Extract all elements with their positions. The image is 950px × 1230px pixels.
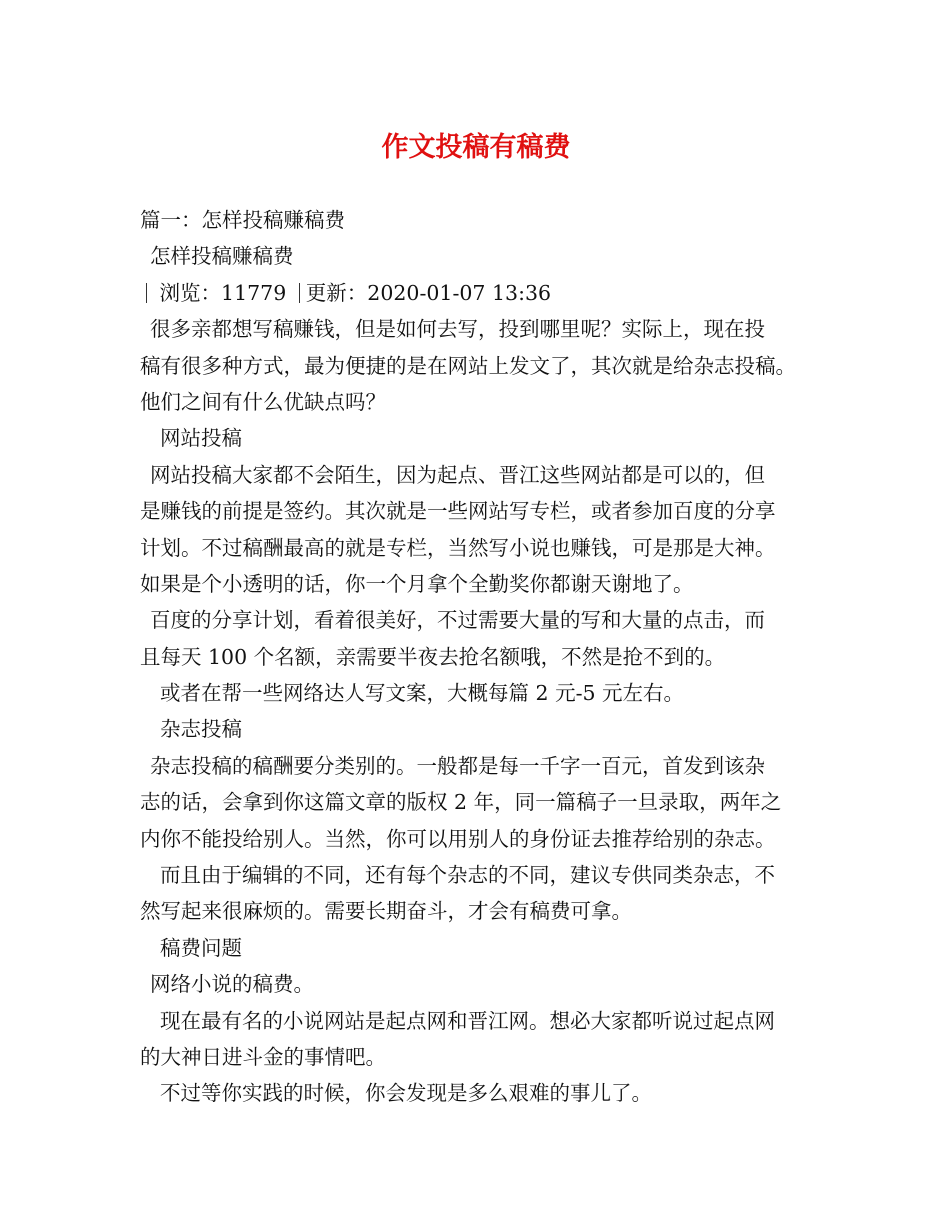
subsection-heading: 网站投稿 <box>160 426 242 451</box>
article-meta <box>140 275 812 311</box>
paragraph-line: 网络小说的稿费。 <box>150 972 314 997</box>
paragraph-line: 志的话，会拿到你这篇文章的版权 2 年，同一篇稿子一旦录取，两年之 <box>140 790 782 815</box>
paragraph-line: 计划。不过稿酬最高的就是专栏，当然写小说也赚钱，可是那是大神。 <box>140 535 776 560</box>
paragraph-line: 是赚钱的前提是签约。其次就是一些网站写专栏，或者参加百度的分享 <box>140 499 776 524</box>
paragraph-line: 而且由于编辑的不同，还有每个杂志的不同，建议专供同类杂志，不 <box>160 863 775 888</box>
updated-label: 更新： <box>305 280 368 305</box>
paragraph-line: 稿有很多种方式，最为便捷的是在网站上发文了，其次就是给杂志投稿。 <box>140 353 796 378</box>
meta-divider <box>299 283 300 303</box>
paragraph-line: 网站投稿大家都不会陌生，因为起点、晋江这些网站都是可以的，但 <box>150 462 765 487</box>
paragraph-line: 他们之间有什么优缺点吗？ <box>140 389 386 414</box>
subsection-heading: 杂志投稿 <box>160 717 242 742</box>
section-heading: 篇一：怎样投稿赚稿费 <box>140 208 345 232</box>
paragraph-line: 杂志投稿的稿酬要分类别的。一般都是每一千字一百元，首发到该杂 <box>150 753 765 778</box>
views-label: 浏览： <box>159 280 222 305</box>
document-body <box>140 202 812 1112</box>
sub-heading: 怎样投稿赚稿费 <box>150 244 294 269</box>
paragraph-line: 很多亲都想写稿赚钱，但是如何去写，投到哪里呢？实际上，现在投 <box>150 317 765 342</box>
views-value: 11779 <box>221 280 287 305</box>
updated-value: 2020-01-07 13:36 <box>367 280 552 305</box>
paragraph-line: 内你不能投给别人。当然，你可以用别人的身份证去推荐给别的杂志。 <box>140 826 776 851</box>
meta-divider <box>146 283 147 303</box>
paragraph-line: 不过等你实践的时候，你会发现是多么艰难的事儿了。 <box>160 1081 652 1106</box>
paragraph-line: 现在最有名的小说网站是起点网和晋江网。想必大家都听说过起点网 <box>160 1008 775 1033</box>
paragraph-line: 然写起来很麻烦的。需要长期奋斗，才会有稿费可拿。 <box>140 899 632 924</box>
paragraph-line: 或者在帮一些网络达人写文案，大概每篇 2 元-5 元左右。 <box>160 681 685 706</box>
paragraph-line: 百度的分享计划，看着很美好，不过需要大量的写和大量的点击，而 <box>150 608 765 633</box>
paragraph-line: 如果是个小透明的话，你一个月拿个全勤奖你都谢天谢地了。 <box>140 571 694 596</box>
paragraph-line: 的大神日进斗金的事情吧。 <box>140 1044 386 1069</box>
document-title: 作文投稿有稿费 <box>381 132 571 163</box>
subsection-heading: 稿费问题 <box>160 935 242 960</box>
paragraph-line: 且每天 100 个名额，亲需要半夜去抢名额哦，不然是抢不到的。 <box>140 644 726 669</box>
